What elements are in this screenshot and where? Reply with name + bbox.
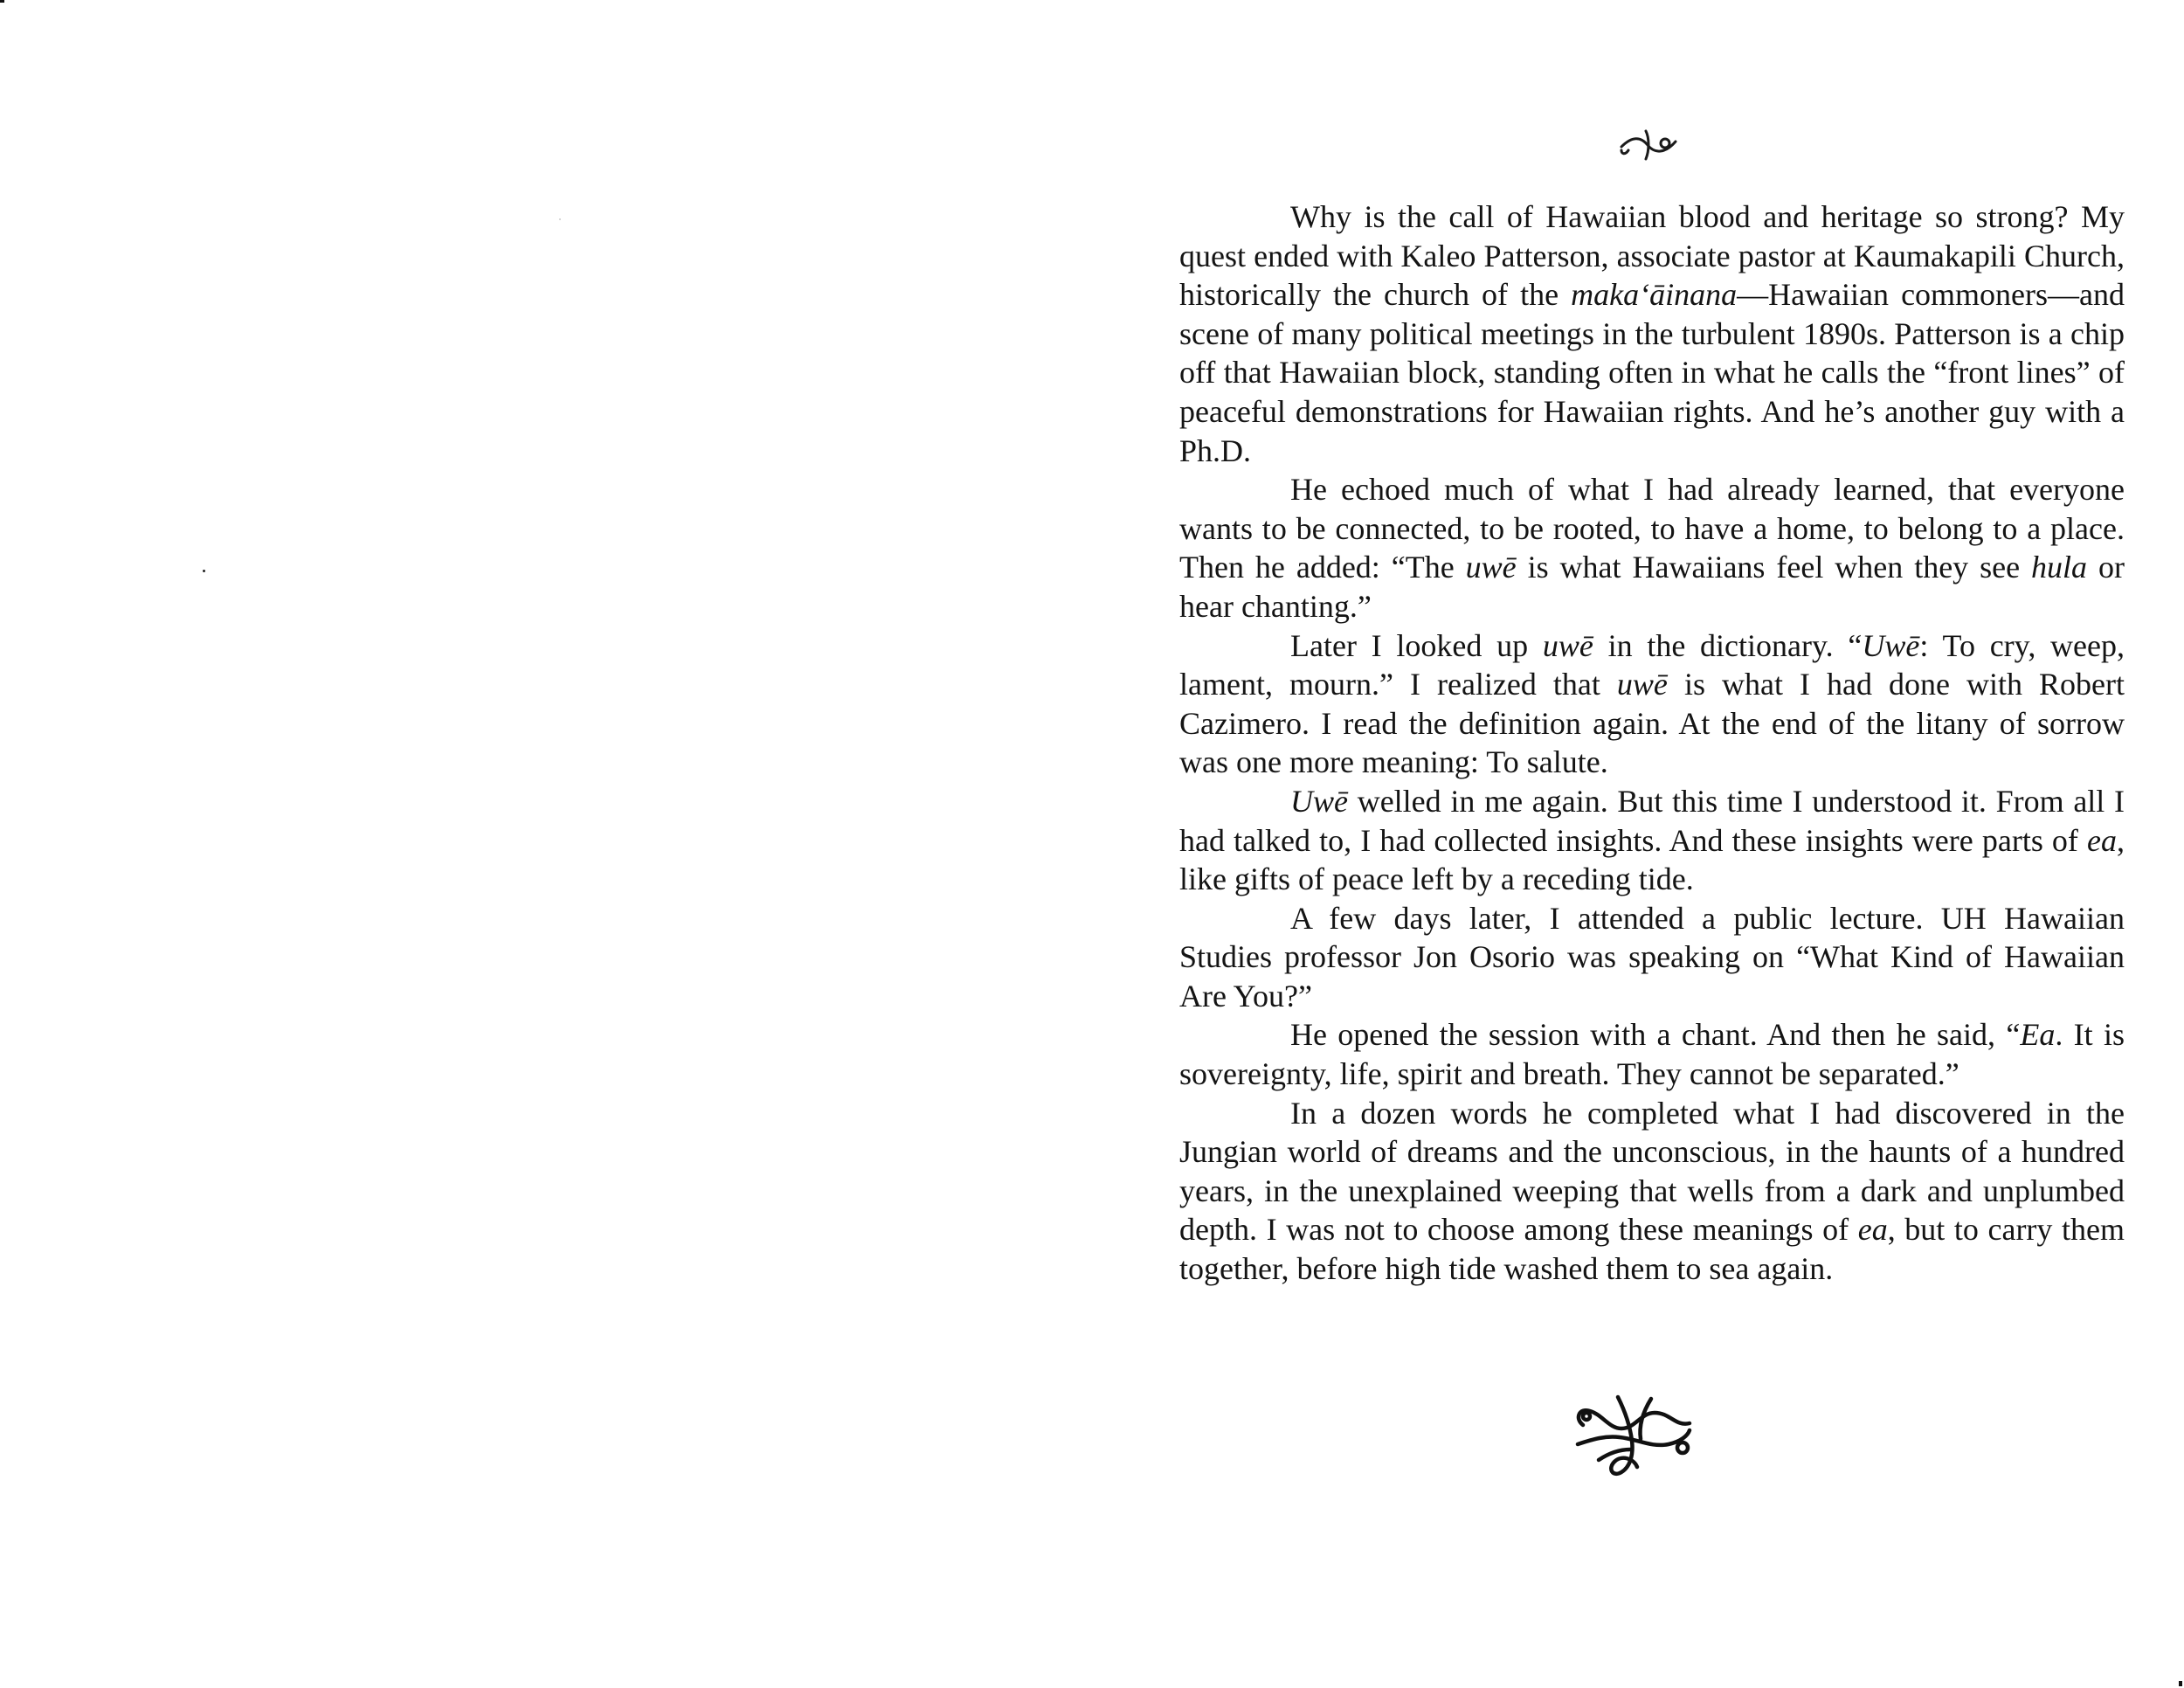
scan-speck [559, 218, 561, 220]
text-run: welled in me again. But this time I understood it. From all I had talked to, I had collected insights. And these insights were parts of [1179, 783, 2125, 858]
paragraph [1179, 1094, 2125, 1289]
paragraph [1179, 470, 2125, 626]
text-run: , but to carry them together, before high tide washed them to sea again. [1179, 1212, 2125, 1287]
small-fleuron-icon [1614, 124, 1684, 164]
italic-term: Uwē [1290, 783, 1348, 819]
text-run: in the dictionary. “ [1593, 627, 1863, 663]
italic-term: uwē [1616, 667, 1668, 702]
text-run: or hear chanting.” [1179, 550, 2125, 624]
right-page [1092, 0, 2184, 1688]
text-run: A few days later, I attended a public lecture. UH Hawaiian Studies professor Jon Osorio was speaking on “What Kind of Hawaiian Are You?” [1179, 900, 2125, 1013]
body-text [1179, 197, 2125, 1289]
text-run: In a dozen words he completed what I had discovered in the Jungian world of dreams and the unconscious, in the haunts of a hundred years, in the unexplained weeping that wells from a dark and unplumbed depth. I was not to choose among these meanings of [1179, 1095, 2125, 1248]
italic-term: ea [1857, 1212, 1888, 1248]
text-run: : To cry, weep, lament, mourn.” I realized that [1179, 627, 2125, 702]
text-run: . It is sovereignty, life, spirit and breath. They cannot be separated.” [1179, 1017, 2125, 1092]
italic-term: Uwē [1862, 627, 1920, 663]
paragraph [1179, 1015, 2125, 1093]
paragraph [1179, 197, 2125, 470]
text-run: —Hawaiian commoners—and scene of many political meetings in the turbulent 1890s. Patterson is a chip off that Hawaiian block, standing often in what he calls the “front lines” of peaceful demonstrations for Hawaiian rights. And he’s another guy with a Ph.D. [1179, 277, 2125, 468]
italic-term: ea [2087, 822, 2117, 858]
italic-term: Ea [2020, 1017, 2056, 1053]
italic-term: uwē [1542, 627, 1593, 663]
italic-term: hula [2031, 550, 2088, 585]
italic-term: maka‘āinana [1571, 277, 1738, 313]
paragraph [1179, 899, 2125, 1016]
text-run: is what Hawaiians feel when they see [1516, 550, 2032, 585]
text-run: Later I looked up [1290, 627, 1543, 663]
italic-term: uwē [1465, 550, 1517, 585]
text-run: is what I had done with Robert Cazimero. I read the definition again. At the end of the litany of sorrow was one more meaning: To salute. [1179, 667, 2125, 780]
text-run: Why is the call of Hawaiian blood and heritage so strong? My quest ended with Kaleo Patterson, associate pastor at Kaumakapili Church, historically the church of the [1179, 199, 2125, 313]
flourish-tailpiece-icon [1567, 1387, 1698, 1481]
scan-speck [203, 570, 205, 572]
paragraph [1179, 782, 2125, 899]
scan-edge-mark [2179, 1681, 2182, 1686]
text-run: , like gifts of peace left by a receding tide. [1179, 822, 2125, 897]
scan-edge-mark [0, 0, 4, 3]
text-run: He echoed much of what I had already learned, that everyone wants to be connected, to be rooted, to have a home, to belong to a place. Then he added: “The [1179, 472, 2125, 585]
text-run: He opened the session with a chant. And then he said, “ [1290, 1017, 2021, 1053]
paragraph [1179, 626, 2125, 782]
